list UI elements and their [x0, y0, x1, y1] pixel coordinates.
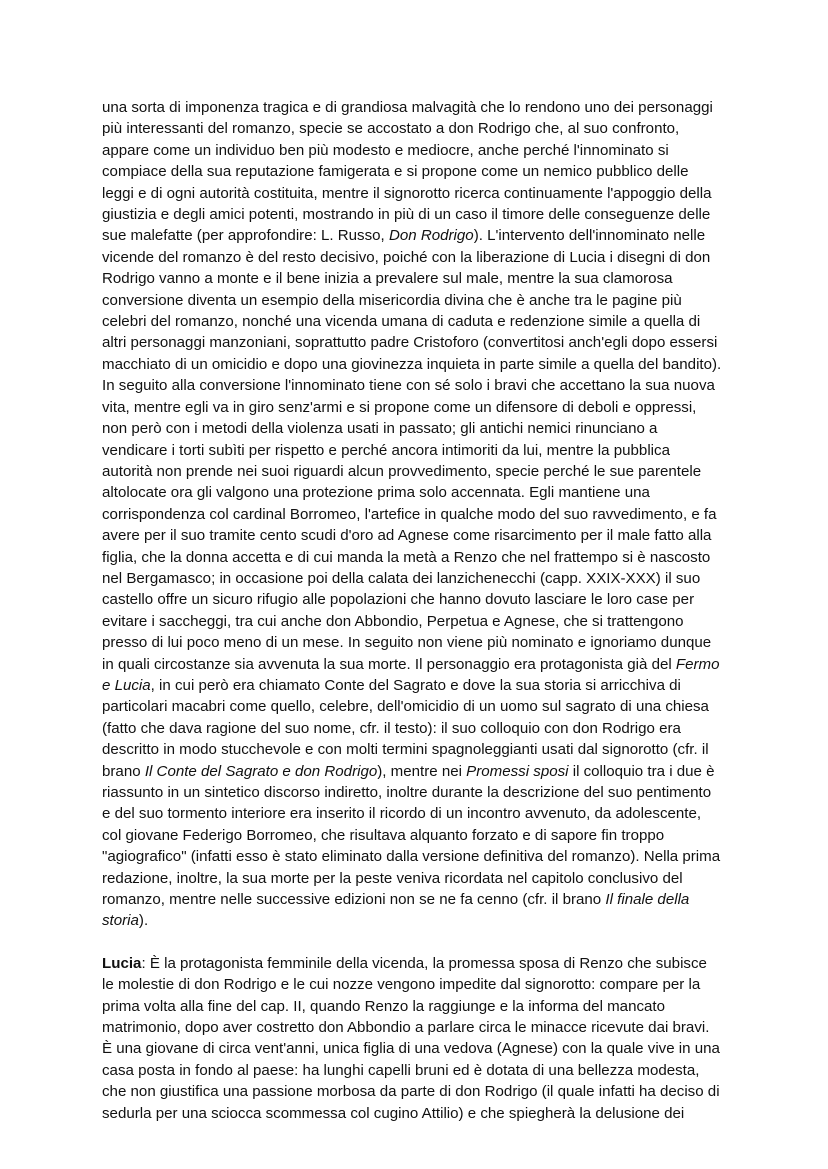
text-run: giustizia e degli amici potenti, mostrando in più di un caso il timore delle conseguenze delle: [102, 206, 711, 224]
text-run: corrispondenza col cardinal Borromeo, l'artefice in qualche modo del suo ravvedimento, e fa: [102, 505, 717, 523]
text-run: riassunto in un sintetico discorso indiretto, inoltre durante la descrizione del suo pentimento: [102, 784, 712, 801]
text-run: in quali circostanze sia avvenuta la sua morte. Il personaggio era protagonista già del: [102, 655, 676, 673]
text-line: [102, 1081, 728, 1102]
text-run: brano: [102, 762, 145, 780]
text-line: [102, 225, 728, 246]
text-run: nel Bergamasco; in occasione poi della calata dei lanzichenecchi (capp. XXIX-XXX) il suo: [102, 569, 701, 587]
italic-run: storia: [102, 912, 139, 930]
text-line: [102, 825, 728, 846]
text-run: le molestie di don Rodrigo e le cui nozze vengono impedite dal signorotto: compare per la: [102, 976, 701, 994]
text-run: figlia, che la donna accetta e di cui manda la metà a Renzo che nel frattempo si è nascosto: [102, 548, 711, 566]
text-run: col giovane Federigo Borromeo, che risultava alquanto forzato e di sapore fin troppo: [102, 826, 665, 844]
text-line: [102, 1017, 728, 1038]
text-run: autorità non prende nei suoi riguardi alcun provvedimento, specie perché le sue parentele: [102, 462, 702, 480]
text-line: [102, 547, 728, 568]
text-line: [102, 332, 728, 353]
text-line: [102, 846, 728, 867]
text-run: conversione diventa un esempio della misericordia divina che è anche tra le pagine più: [102, 291, 682, 309]
text-run: particolari macabri come quello, celebre, dell'omicidio di un uomo sul sagrato di una chiesa: [102, 698, 709, 716]
text-line: [102, 1060, 728, 1081]
text-line: [102, 889, 728, 910]
text-run: che non giustifica una passione morbosa da parte di don Rodrigo (il quale infatti ha deciso di: [102, 1083, 720, 1101]
text-line: [102, 268, 728, 289]
text-line: [102, 504, 728, 525]
text-run: vita, mentre egli va in giro senz'armi e si propone come un difensore di deboli e oppressi,: [102, 398, 697, 416]
italic-run: Promessi sposi: [466, 762, 569, 780]
text-run: È una giovane di circa vent'anni, unica figlia di una vedova (Agnese) con la quale vive in una: [102, 1040, 720, 1058]
text-line: [102, 354, 728, 375]
text-line: [102, 568, 728, 589]
text-run: più interessanti del romanzo, specie se accostato a don Rodrigo che, al suo confronto,: [102, 120, 680, 138]
text-line: [102, 183, 728, 204]
italic-run: Don Rodrigo: [388, 227, 474, 245]
text-line: [102, 803, 728, 824]
text-line: [102, 974, 728, 995]
text-run: non però con i metodi della violenza usati in passato; gli antichi nemici rinunciano a: [102, 420, 658, 438]
text-run: macchiato di un omicidio e dopo una giovinezza inquieta in parte simile a quella del bandito).: [102, 355, 722, 373]
paragraph-innominato: [102, 97, 728, 932]
italic-run: e Lucia: [102, 676, 151, 694]
text-run: il colloquio tra i due è: [568, 762, 715, 780]
text-line: [102, 611, 728, 632]
text-run: evitare i saccheggi, tra cui anche don Abbondio, Perpetua e Agnese, che si trattengono: [102, 612, 684, 630]
text-run: ).: [138, 912, 149, 930]
text-run: una sorta di imponenza tragica e di grandiosa malvagità che lo rendono uno dei personaggi: [102, 99, 713, 116]
text-run: altolocate ora gli valgono una protezione prima solo accennata. Egli mantiene una: [102, 484, 650, 502]
text-line: [102, 161, 728, 182]
text-line: [102, 140, 728, 161]
italic-run: Fermo: [675, 655, 720, 673]
text-line: [102, 118, 728, 139]
text-run: romanzo, mentre nelle successive edizioni non se ne fa cenno (cfr. il brano: [102, 891, 606, 909]
text-line: [102, 868, 728, 889]
text-line: [102, 482, 728, 503]
text-line: [102, 996, 728, 1017]
text-line: [102, 247, 728, 268]
bold-run: Lucia: [102, 954, 142, 972]
text-run: matrimonio, dopo aver costretto don Abbondio a parlare circa le minacce ricevute dai bravi.: [102, 1019, 710, 1037]
text-run: ), mentre nei: [377, 762, 467, 780]
text-line: [102, 1038, 728, 1059]
text-run: appare come un individuo ben più modesto e mediocre, anche perché l'innominato si: [102, 141, 669, 159]
text-line: [102, 440, 728, 461]
text-run: ). L'intervento dell'innominato nelle: [473, 227, 706, 245]
text-line: [102, 311, 728, 332]
text-run: In seguito alla conversione l'innominato tiene con sé solo i bravi che accettano la sua nuova: [102, 377, 715, 395]
text-line: [102, 1103, 728, 1124]
text-line: [102, 953, 728, 974]
text-line: [102, 375, 728, 396]
text-line: [102, 739, 728, 760]
text-run: celebri del romanzo, nonché una vicenda umana di caduta e redenzione simile a quella di: [102, 313, 701, 331]
text-run: (fatto che dava ragione del suo nome, cfr. il testo): il suo colloquio con don Rodrigo era: [102, 719, 681, 737]
italic-run: Il finale della: [605, 891, 690, 909]
text-run: , in cui però era chiamato Conte del Sagrato e dove la sua storia si arricchiva di: [150, 676, 681, 694]
text-line: [102, 675, 728, 696]
text-run: presso di lui poco meno di un mese. In seguito non viene più nominato e ignoriamo dunque: [102, 634, 712, 652]
text-run: : È la protagonista femminile della vicenda, la promessa sposa di Renzo che subisce: [141, 954, 707, 972]
document-body: [102, 97, 728, 1124]
text-run: descritto in modo stucchevole e con molti termini spagnoleggianti usati dal signorotto (cfr. il: [102, 741, 709, 759]
text-line: [102, 461, 728, 482]
text-run: "agiografico" (infatti esso è stato eliminato dalla versione definitiva del romanzo). Nella prima: [102, 848, 721, 866]
text-line: [102, 204, 728, 225]
italic-run: Il Conte del Sagrato e don Rodrigo: [144, 762, 378, 780]
text-line: [102, 718, 728, 739]
text-line: [102, 290, 728, 311]
paragraph-lucia: [102, 953, 728, 1124]
text-line: [102, 654, 728, 675]
text-line: [102, 632, 728, 653]
text-line: [102, 910, 728, 931]
text-run: vendicare i torti subìti per rispetto e perché ancora intimoriti da lui, mentre la pubblica: [102, 441, 670, 459]
text-run: e del suo tormento interiore era inserito il ricordo di un incontro avvenuto, da adolescente,: [102, 805, 702, 823]
text-run: sedurla per una sciocca scommessa col cugino Attilio) e che spiegherà la delusione dei: [102, 1104, 685, 1122]
text-run: castello offre un sicuro rifugio alle popolazioni che hanno dovuto lasciare le loro case per: [102, 591, 695, 609]
text-run: vicende del romanzo è del resto decisivo, poiché con la liberazione di Lucia i disegni di don: [102, 248, 711, 266]
text-run: altri personaggi manzoniani, soprattutto padre Cristoforo (convertitosi anch'egli dopo essersi: [102, 334, 718, 352]
text-line: [102, 589, 728, 610]
text-line: [102, 761, 728, 782]
text-run: leggi e di ogni autorità costituita, mentre il signorotto ricerca continuamente l'appoggio della: [102, 184, 712, 202]
text-line: [102, 418, 728, 439]
text-run: casa posta in fondo al paese: ha lunghi capelli bruni ed è dotata di una bellezza modesta,: [102, 1061, 700, 1079]
text-run: Rodrigo vanno a monte e il bene inizia a prevalere sul male, mentre la sua clamorosa: [102, 270, 673, 288]
text-run: sue malefatte (per approfondire: L. Russo,: [102, 227, 389, 245]
text-line: [102, 696, 728, 717]
text-line: [102, 525, 728, 546]
text-line: [102, 782, 728, 803]
text-run: prima volta alla fine del cap. II, quando Renzo la raggiunge e la informa del mancato: [102, 997, 666, 1015]
text-line: [102, 397, 728, 418]
text-run: redazione, inoltre, la sua morte per la peste veniva ricordata nel capitolo conclusivo del: [102, 869, 683, 887]
text-run: compiace della sua reputazione famigerata e si propone come un nemico pubblico delle: [102, 163, 689, 181]
text-line: [102, 97, 728, 118]
text-run: avere per il suo tramite cento scudi d'oro ad Agnese come risarcimento per il male fatto alla: [102, 527, 712, 545]
